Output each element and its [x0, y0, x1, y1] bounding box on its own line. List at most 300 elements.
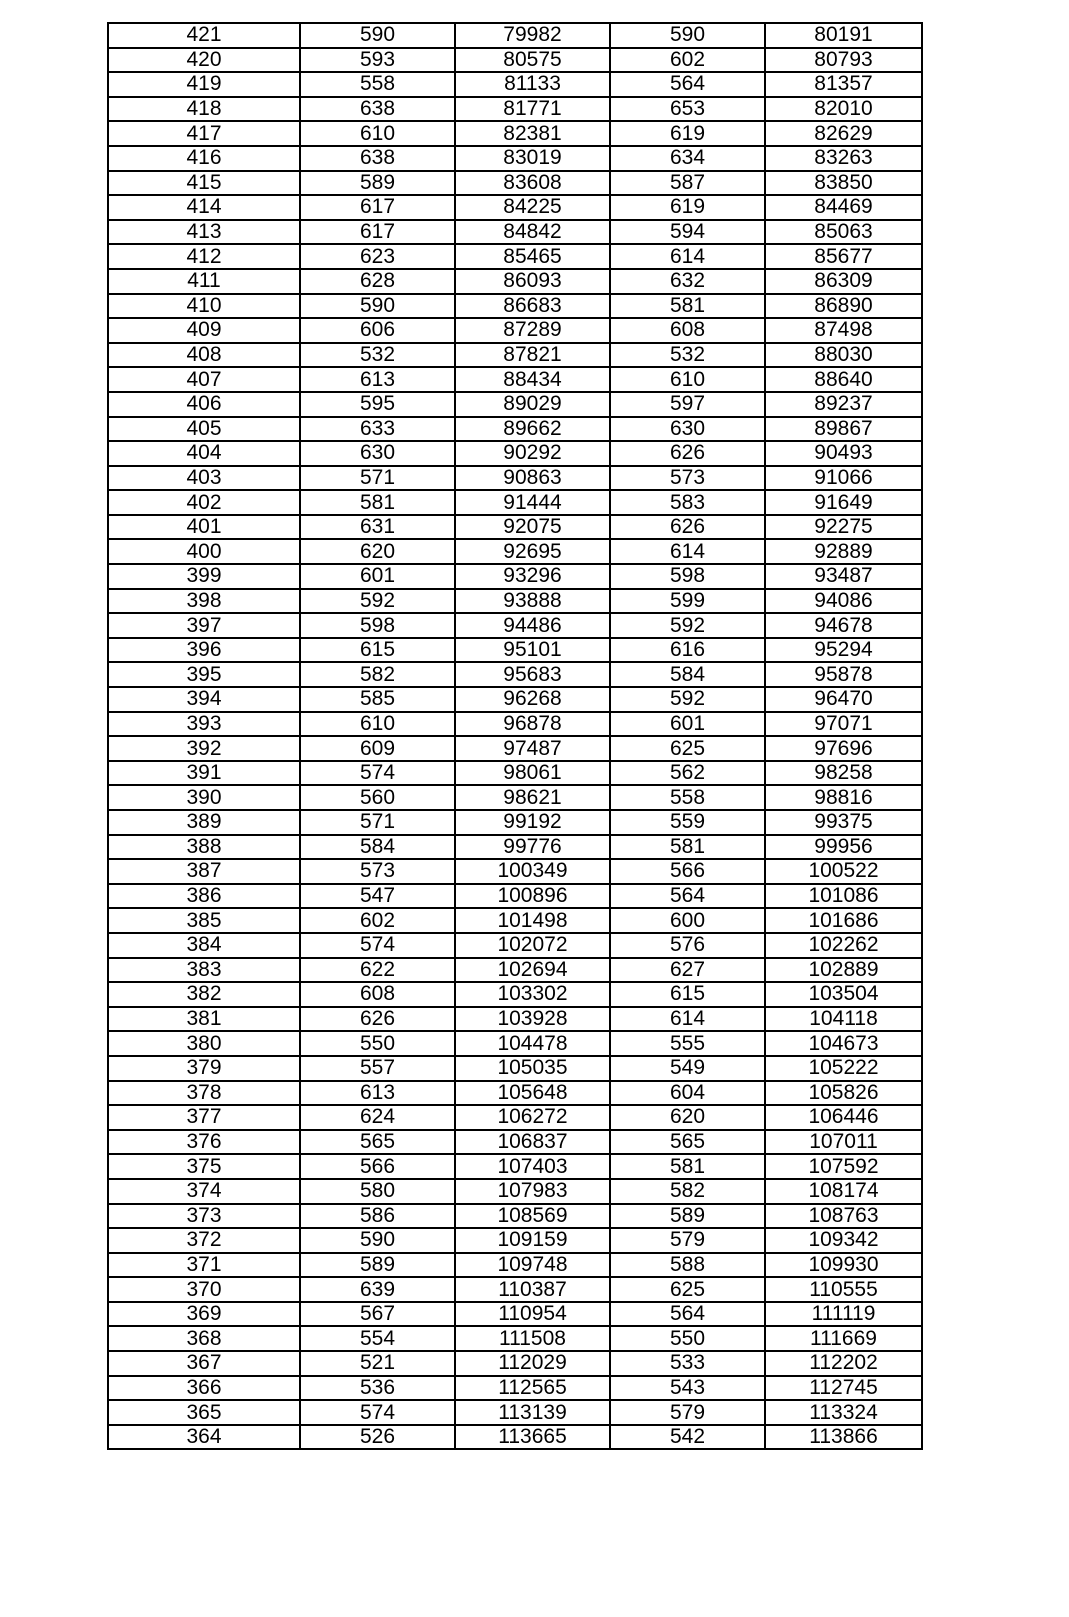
score-cell: 410	[108, 294, 300, 319]
count-a-cell: 609	[300, 736, 455, 761]
score-cell: 365	[108, 1400, 300, 1425]
count-b-cell: 615	[610, 982, 765, 1007]
cumulative-a-cell: 102694	[455, 958, 610, 983]
count-b-cell: 619	[610, 121, 765, 146]
count-a-cell: 571	[300, 810, 455, 835]
table-row	[108, 1425, 922, 1450]
table-row	[108, 1081, 922, 1106]
count-b-cell: 543	[610, 1376, 765, 1401]
count-b-cell: 653	[610, 97, 765, 122]
cumulative-b-cell: 92275	[765, 515, 922, 540]
table-row	[108, 1253, 922, 1278]
cumulative-a-cell: 99192	[455, 810, 610, 835]
count-a-cell: 638	[300, 146, 455, 171]
cumulative-a-cell: 106272	[455, 1105, 610, 1130]
cumulative-b-cell: 82010	[765, 97, 922, 122]
table-row	[108, 97, 922, 122]
cumulative-b-cell: 113324	[765, 1400, 922, 1425]
count-b-cell: 604	[610, 1081, 765, 1106]
count-b-cell: 614	[610, 539, 765, 564]
table-row	[108, 662, 922, 687]
cumulative-a-cell: 94486	[455, 613, 610, 638]
score-cell: 396	[108, 638, 300, 663]
cumulative-a-cell: 80575	[455, 48, 610, 73]
score-cell: 392	[108, 736, 300, 761]
count-b-cell: 564	[610, 884, 765, 909]
count-b-cell: 619	[610, 195, 765, 220]
cumulative-b-cell: 82629	[765, 121, 922, 146]
count-a-cell: 582	[300, 662, 455, 687]
cumulative-b-cell: 108763	[765, 1204, 922, 1229]
cumulative-b-cell: 91066	[765, 466, 922, 491]
score-cell: 376	[108, 1130, 300, 1155]
cumulative-a-cell: 104478	[455, 1031, 610, 1056]
cumulative-a-cell: 98061	[455, 761, 610, 786]
table-row	[108, 687, 922, 712]
count-b-cell: 630	[610, 417, 765, 442]
cumulative-b-cell: 91649	[765, 490, 922, 515]
count-a-cell: 593	[300, 48, 455, 73]
count-a-cell: 620	[300, 539, 455, 564]
table-row	[108, 48, 922, 73]
table-row	[108, 1007, 922, 1032]
table-row	[108, 515, 922, 540]
cumulative-a-cell: 83019	[455, 146, 610, 171]
count-a-cell: 573	[300, 859, 455, 884]
cumulative-b-cell: 93487	[765, 564, 922, 589]
cumulative-b-cell: 99956	[765, 835, 922, 860]
count-a-cell: 557	[300, 1056, 455, 1081]
count-a-cell: 554	[300, 1326, 455, 1351]
count-a-cell: 584	[300, 835, 455, 860]
table-row	[108, 1277, 922, 1302]
count-a-cell: 590	[300, 294, 455, 319]
score-cell: 378	[108, 1081, 300, 1106]
cumulative-b-cell: 89867	[765, 417, 922, 442]
score-cell: 381	[108, 1007, 300, 1032]
count-b-cell: 589	[610, 1204, 765, 1229]
count-a-cell: 606	[300, 318, 455, 343]
cumulative-a-cell: 92695	[455, 539, 610, 564]
cumulative-a-cell: 109159	[455, 1228, 610, 1253]
count-a-cell: 581	[300, 490, 455, 515]
score-cell: 421	[108, 23, 300, 48]
count-b-cell: 610	[610, 367, 765, 392]
count-a-cell: 617	[300, 195, 455, 220]
cumulative-a-cell: 112565	[455, 1376, 610, 1401]
cumulative-b-cell: 104118	[765, 1007, 922, 1032]
count-a-cell: 615	[300, 638, 455, 663]
score-cell: 383	[108, 958, 300, 983]
score-cell: 377	[108, 1105, 300, 1130]
count-a-cell: 610	[300, 712, 455, 737]
table-row	[108, 958, 922, 983]
count-a-cell: 602	[300, 908, 455, 933]
cumulative-a-cell: 84842	[455, 220, 610, 245]
score-cell: 414	[108, 195, 300, 220]
score-cell: 407	[108, 367, 300, 392]
count-a-cell: 592	[300, 589, 455, 614]
count-b-cell: 601	[610, 712, 765, 737]
count-b-cell: 566	[610, 859, 765, 884]
score-cell: 389	[108, 810, 300, 835]
count-b-cell: 587	[610, 171, 765, 196]
cumulative-a-cell: 86683	[455, 294, 610, 319]
table-row	[108, 736, 922, 761]
count-b-cell: 579	[610, 1400, 765, 1425]
count-b-cell: 626	[610, 441, 765, 466]
count-b-cell: 632	[610, 269, 765, 294]
count-b-cell: 590	[610, 23, 765, 48]
score-cell: 386	[108, 884, 300, 909]
score-cell: 413	[108, 220, 300, 245]
count-b-cell: 533	[610, 1351, 765, 1376]
count-b-cell: 550	[610, 1326, 765, 1351]
count-b-cell: 549	[610, 1056, 765, 1081]
table-row	[108, 146, 922, 171]
table-row	[108, 589, 922, 614]
table-row	[108, 810, 922, 835]
cumulative-b-cell: 83850	[765, 171, 922, 196]
score-cell: 395	[108, 662, 300, 687]
table-row	[108, 638, 922, 663]
cumulative-a-cell: 109748	[455, 1253, 610, 1278]
table-row	[108, 23, 922, 48]
count-a-cell: 585	[300, 687, 455, 712]
count-b-cell: 579	[610, 1228, 765, 1253]
table-row	[108, 1204, 922, 1229]
count-b-cell: 558	[610, 785, 765, 810]
cumulative-b-cell: 102889	[765, 958, 922, 983]
score-cell: 405	[108, 417, 300, 442]
cumulative-a-cell: 87821	[455, 343, 610, 368]
count-b-cell: 614	[610, 244, 765, 269]
cumulative-b-cell: 98258	[765, 761, 922, 786]
cumulative-b-cell: 80793	[765, 48, 922, 73]
cumulative-b-cell: 97071	[765, 712, 922, 737]
cumulative-b-cell: 107011	[765, 1130, 922, 1155]
cumulative-b-cell: 86309	[765, 269, 922, 294]
cumulative-b-cell: 89237	[765, 392, 922, 417]
count-a-cell: 526	[300, 1425, 455, 1450]
count-a-cell: 532	[300, 343, 455, 368]
cumulative-a-cell: 96878	[455, 712, 610, 737]
cumulative-b-cell: 86890	[765, 294, 922, 319]
cumulative-b-cell: 88640	[765, 367, 922, 392]
score-cell: 385	[108, 908, 300, 933]
cumulative-a-cell: 93888	[455, 589, 610, 614]
count-b-cell: 634	[610, 146, 765, 171]
cumulative-a-cell: 88434	[455, 367, 610, 392]
cumulative-a-cell: 103302	[455, 982, 610, 1007]
count-a-cell: 574	[300, 933, 455, 958]
cumulative-a-cell: 90863	[455, 466, 610, 491]
cumulative-b-cell: 99375	[765, 810, 922, 835]
count-b-cell: 608	[610, 318, 765, 343]
count-a-cell: 626	[300, 1007, 455, 1032]
cumulative-a-cell: 79982	[455, 23, 610, 48]
score-cell: 372	[108, 1228, 300, 1253]
count-a-cell: 590	[300, 23, 455, 48]
cumulative-a-cell: 110954	[455, 1302, 610, 1327]
cumulative-a-cell: 108569	[455, 1204, 610, 1229]
count-a-cell: 598	[300, 613, 455, 638]
count-b-cell: 627	[610, 958, 765, 983]
table-row	[108, 1105, 922, 1130]
score-cell: 366	[108, 1376, 300, 1401]
cumulative-a-cell: 87289	[455, 318, 610, 343]
cumulative-b-cell: 106446	[765, 1105, 922, 1130]
cumulative-a-cell: 97487	[455, 736, 610, 761]
cumulative-a-cell: 85465	[455, 244, 610, 269]
count-a-cell: 580	[300, 1179, 455, 1204]
cumulative-a-cell: 92075	[455, 515, 610, 540]
count-a-cell: 610	[300, 121, 455, 146]
cumulative-b-cell: 113866	[765, 1425, 922, 1450]
cumulative-b-cell: 104673	[765, 1031, 922, 1056]
cumulative-b-cell: 84469	[765, 195, 922, 220]
cumulative-b-cell: 103504	[765, 982, 922, 1007]
cumulative-b-cell: 80191	[765, 23, 922, 48]
cumulative-a-cell: 83608	[455, 171, 610, 196]
score-cell: 364	[108, 1425, 300, 1450]
score-cell: 391	[108, 761, 300, 786]
count-b-cell: 600	[610, 908, 765, 933]
count-b-cell: 594	[610, 220, 765, 245]
count-a-cell: 613	[300, 1081, 455, 1106]
count-b-cell: 581	[610, 835, 765, 860]
table-row	[108, 1031, 922, 1056]
cumulative-b-cell: 112745	[765, 1376, 922, 1401]
count-a-cell: 628	[300, 269, 455, 294]
score-cell: 382	[108, 982, 300, 1007]
score-cell: 406	[108, 392, 300, 417]
cumulative-b-cell: 107592	[765, 1154, 922, 1179]
count-b-cell: 588	[610, 1253, 765, 1278]
cumulative-b-cell: 109342	[765, 1228, 922, 1253]
score-cell: 400	[108, 539, 300, 564]
table-row	[108, 1376, 922, 1401]
score-cell: 374	[108, 1179, 300, 1204]
count-b-cell: 620	[610, 1105, 765, 1130]
count-b-cell: 614	[610, 1007, 765, 1032]
count-a-cell: 631	[300, 515, 455, 540]
count-b-cell: 564	[610, 72, 765, 97]
score-cell: 415	[108, 171, 300, 196]
cumulative-a-cell: 99776	[455, 835, 610, 860]
score-cell: 380	[108, 1031, 300, 1056]
score-cell: 397	[108, 613, 300, 638]
count-b-cell: 583	[610, 490, 765, 515]
table-row	[108, 490, 922, 515]
count-b-cell: 592	[610, 687, 765, 712]
table-row	[108, 982, 922, 1007]
count-b-cell: 625	[610, 1277, 765, 1302]
count-a-cell: 613	[300, 367, 455, 392]
count-a-cell: 567	[300, 1302, 455, 1327]
table-row	[108, 564, 922, 589]
score-cell: 418	[108, 97, 300, 122]
count-a-cell: 574	[300, 761, 455, 786]
count-a-cell: 590	[300, 1228, 455, 1253]
count-b-cell: 597	[610, 392, 765, 417]
cumulative-b-cell: 111669	[765, 1326, 922, 1351]
table-row	[108, 785, 922, 810]
count-a-cell: 558	[300, 72, 455, 97]
cumulative-a-cell: 93296	[455, 564, 610, 589]
cumulative-b-cell: 105826	[765, 1081, 922, 1106]
cumulative-b-cell: 105222	[765, 1056, 922, 1081]
score-cell: 367	[108, 1351, 300, 1376]
count-b-cell: 616	[610, 638, 765, 663]
cumulative-b-cell: 96470	[765, 687, 922, 712]
count-b-cell: 542	[610, 1425, 765, 1450]
table-row	[108, 1400, 922, 1425]
cumulative-a-cell: 111508	[455, 1326, 610, 1351]
table-row	[108, 933, 922, 958]
table-row	[108, 613, 922, 638]
count-a-cell: 536	[300, 1376, 455, 1401]
cumulative-a-cell: 105648	[455, 1081, 610, 1106]
count-b-cell: 573	[610, 466, 765, 491]
cumulative-a-cell: 95101	[455, 638, 610, 663]
table-row	[108, 220, 922, 245]
count-a-cell: 521	[300, 1351, 455, 1376]
cumulative-b-cell: 83263	[765, 146, 922, 171]
count-a-cell: 550	[300, 1031, 455, 1056]
cumulative-b-cell: 95878	[765, 662, 922, 687]
count-a-cell: 639	[300, 1277, 455, 1302]
cumulative-a-cell: 100896	[455, 884, 610, 909]
count-b-cell: 599	[610, 589, 765, 614]
score-table	[107, 22, 923, 1450]
table-row	[108, 1154, 922, 1179]
cumulative-b-cell: 92889	[765, 539, 922, 564]
table-row	[108, 1228, 922, 1253]
count-b-cell: 565	[610, 1130, 765, 1155]
score-cell: 416	[108, 146, 300, 171]
cumulative-b-cell: 102262	[765, 933, 922, 958]
cumulative-a-cell: 81133	[455, 72, 610, 97]
table-row	[108, 884, 922, 909]
table-row	[108, 908, 922, 933]
cumulative-b-cell: 95294	[765, 638, 922, 663]
table-row	[108, 835, 922, 860]
count-b-cell: 592	[610, 613, 765, 638]
score-cell: 401	[108, 515, 300, 540]
count-a-cell: 633	[300, 417, 455, 442]
table-row	[108, 1056, 922, 1081]
table-row	[108, 269, 922, 294]
count-a-cell: 617	[300, 220, 455, 245]
count-b-cell: 598	[610, 564, 765, 589]
table-row	[108, 466, 922, 491]
count-a-cell: 630	[300, 441, 455, 466]
cumulative-b-cell: 101086	[765, 884, 922, 909]
cumulative-a-cell: 81771	[455, 97, 610, 122]
cumulative-b-cell: 87498	[765, 318, 922, 343]
score-cell: 409	[108, 318, 300, 343]
score-cell: 384	[108, 933, 300, 958]
count-a-cell: 638	[300, 97, 455, 122]
count-b-cell: 562	[610, 761, 765, 786]
table-row	[108, 441, 922, 466]
score-cell: 373	[108, 1204, 300, 1229]
table-row	[108, 712, 922, 737]
cumulative-a-cell: 89662	[455, 417, 610, 442]
score-cell: 368	[108, 1326, 300, 1351]
table-row	[108, 1179, 922, 1204]
cumulative-b-cell: 109930	[765, 1253, 922, 1278]
cumulative-a-cell: 90292	[455, 441, 610, 466]
count-b-cell: 564	[610, 1302, 765, 1327]
cumulative-a-cell: 86093	[455, 269, 610, 294]
cumulative-a-cell: 113139	[455, 1400, 610, 1425]
table-row	[108, 1130, 922, 1155]
cumulative-b-cell: 90493	[765, 441, 922, 466]
score-cell: 390	[108, 785, 300, 810]
count-b-cell: 559	[610, 810, 765, 835]
cumulative-b-cell: 88030	[765, 343, 922, 368]
table-row	[108, 859, 922, 884]
cumulative-a-cell: 107403	[455, 1154, 610, 1179]
table-row	[108, 171, 922, 196]
cumulative-b-cell: 101686	[765, 908, 922, 933]
score-cell: 402	[108, 490, 300, 515]
score-cell: 399	[108, 564, 300, 589]
cumulative-a-cell: 107983	[455, 1179, 610, 1204]
count-a-cell: 624	[300, 1105, 455, 1130]
table-row	[108, 539, 922, 564]
count-a-cell: 547	[300, 884, 455, 909]
count-b-cell: 555	[610, 1031, 765, 1056]
table-row	[108, 294, 922, 319]
table-row	[108, 1302, 922, 1327]
cumulative-b-cell: 85677	[765, 244, 922, 269]
count-a-cell: 623	[300, 244, 455, 269]
count-b-cell: 582	[610, 1179, 765, 1204]
cumulative-a-cell: 95683	[455, 662, 610, 687]
score-cell: 387	[108, 859, 300, 884]
count-a-cell: 560	[300, 785, 455, 810]
score-cell: 375	[108, 1154, 300, 1179]
cumulative-a-cell: 98621	[455, 785, 610, 810]
cumulative-a-cell: 100349	[455, 859, 610, 884]
count-a-cell: 574	[300, 1400, 455, 1425]
table-row	[108, 195, 922, 220]
count-b-cell: 625	[610, 736, 765, 761]
count-a-cell: 571	[300, 466, 455, 491]
cumulative-b-cell: 110555	[765, 1277, 922, 1302]
cumulative-a-cell: 102072	[455, 933, 610, 958]
cumulative-a-cell: 110387	[455, 1277, 610, 1302]
score-cell: 412	[108, 244, 300, 269]
count-a-cell: 566	[300, 1154, 455, 1179]
score-cell: 411	[108, 269, 300, 294]
cumulative-b-cell: 94086	[765, 589, 922, 614]
cumulative-a-cell: 84225	[455, 195, 610, 220]
cumulative-a-cell: 91444	[455, 490, 610, 515]
count-a-cell: 601	[300, 564, 455, 589]
cumulative-b-cell: 111119	[765, 1302, 922, 1327]
count-a-cell: 608	[300, 982, 455, 1007]
cumulative-a-cell: 96268	[455, 687, 610, 712]
count-a-cell: 589	[300, 171, 455, 196]
count-b-cell: 576	[610, 933, 765, 958]
table-row	[108, 343, 922, 368]
score-cell: 379	[108, 1056, 300, 1081]
cumulative-b-cell: 85063	[765, 220, 922, 245]
